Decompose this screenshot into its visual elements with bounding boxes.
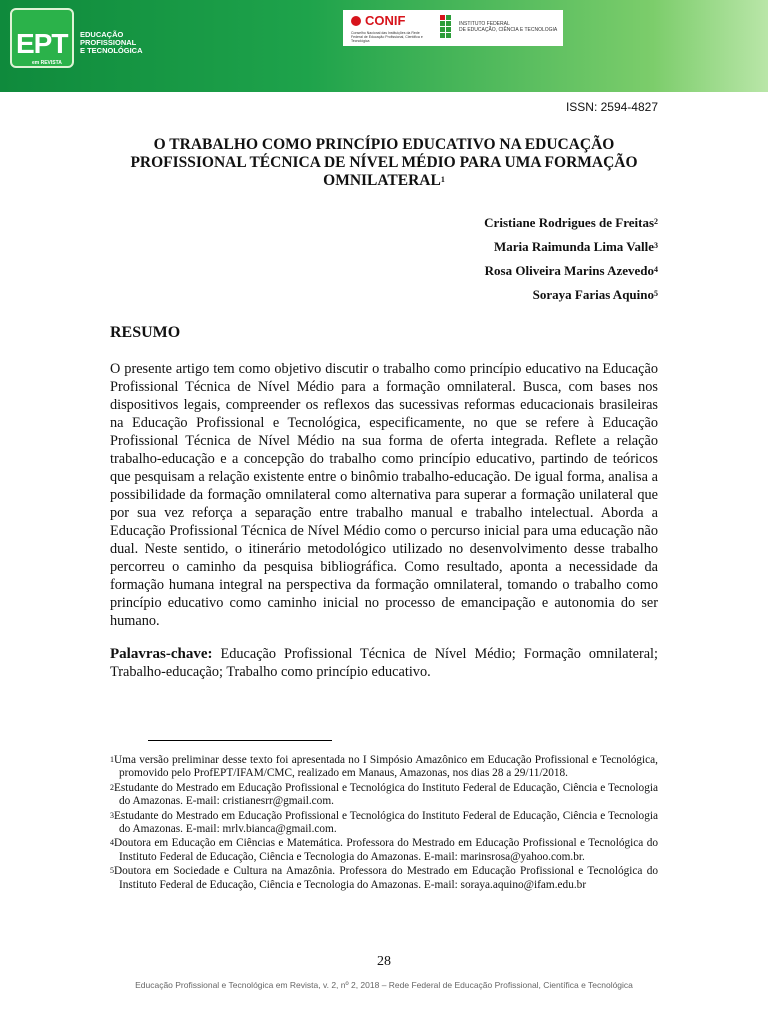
footnote-ref[interactable]: 4: [654, 265, 658, 274]
abstract-text: O presente artigo tem como objetivo discutir o trabalho como princípio educativo na Educação Profissional Técnica de Nível Médio para a formação omnilateral. Busca, com bases nos dispositivos legais, compreender os reflexos das sucessivas reformas educacionais brasileiras na Educação Profissional e Tecnológica, especificamente, no que se refere à Educação Profissional Técnica de Nível Médio na sua forma de oferta integrada. Reflete a relação trabalho-educação e a concepção do trabalho como princípio educativo, partindo de teóricos que pesquisam a relação existente entre o binômio trabalho-educação. De igual forma, analisa a possibilidade da formação omnilateral como alternativa para superar a formação unilateral que por sua vez reforça a separação entre trabalho manual e trabalho intelectual. Aborda a Educação Profissional Técnica de Nível Médio como o percurso inicial para uma educação não dual. Neste sentido, o itinerário metodológico utilizado no desenvolvimento desse trabalho percorreu o caminho da pesquisa bibliográfica. Como resultado, aponta a necessidade da formação humana integral na perspectiva da formação omnilateral, tomando o trabalho como princípio educativo como caminho inicial no processo de emancipação e autonomia do ser humano.: [110, 361, 658, 629]
ept-caption-line: PROFISSIONAL: [80, 38, 137, 47]
author-name: [484, 287, 658, 311]
if-name-line: DE EDUCAÇÃO, CIÊNCIA E TECNOLOGIA: [459, 27, 558, 33]
author-name-text: Cristiane Rodrigues de Freitas: [484, 215, 654, 230]
ept-caption-line: E TECNOLÓGICA: [80, 46, 143, 55]
footnote: [110, 810, 658, 837]
partner-logos: [343, 10, 563, 46]
running-footer: Educação Profissional e Tecnológica em Revista, v. 2, nº 2, 2018 – Rede Federal de Educação Profissional, Científica e Tecnológica: [135, 980, 633, 990]
keywords-text: Educação Profissional Técnica de Nível Médio; Formação omnilateral; Trabalho-educação; Trabalho como princípio educativo.: [110, 646, 658, 680]
conif-logo-icon: [351, 16, 361, 26]
footnote: [110, 837, 658, 864]
instituto-federal-logo-icon: [440, 15, 454, 39]
ept-logo: [10, 8, 74, 68]
footnote-text: Doutora em Educação em Ciências e Matemática. Professora do Mestrado em Educação Profissional e Tecnológica do Instituto Federal de Educação, Ciência e Tecnologia do Amazonas. E-mail: marinsrosa@yahoo.com.br.: [114, 837, 658, 863]
author-name-text: Soraya Farias Aquino: [532, 287, 654, 302]
author-name: [484, 263, 658, 287]
ept-caption-line: EDUCAÇÃO: [80, 30, 124, 39]
footnote-number: 5: [110, 866, 114, 876]
footnote-ref[interactable]: 2: [654, 217, 658, 226]
author-name-text: Rosa Oliveira Marins Azevedo: [484, 263, 654, 278]
author-list: [484, 215, 658, 311]
footnote-number: 3: [110, 810, 114, 820]
footnote-ref[interactable]: 1: [440, 175, 445, 184]
footnote-text: Estudante do Mestrado em Educação Profissional e Tecnológica do Instituto Federal de Educação, Ciência e Tecnologia do Amazonas. E-mail: mrlv.bianca@gmail.com.: [114, 809, 658, 836]
footnote: [110, 782, 658, 809]
author-name: [484, 239, 658, 263]
footnote-text: Doutora em Sociedade e Cultura na Amazônia. Professora do Mestrado em Educação Profissional e Tecnológica do Instituto Federal de Educação, Ciência e Tecnologia do Amazonas. E-mail: soraya.aquino@ifam.edu.br: [114, 865, 658, 891]
article-title: [110, 136, 658, 190]
footnote-number: 4: [110, 838, 114, 848]
keywords-label: Palavras-chave:: [110, 646, 213, 662]
footnote: [110, 865, 658, 892]
footnote-text: Estudante do Mestrado em Educação Profissional e Tecnológica do Instituto Federal de Educação, Ciência e Tecnologia do Amazonas. E-mail: cristianesrr@gmail.com.: [114, 781, 658, 808]
instituto-federal-logo-text: [459, 21, 557, 33]
article-title-text: O TRABALHO COMO PRINCÍPIO EDUCATIVO NA EDUCAÇÃO PROFISSIONAL TÉCNICA DE NÍVEL MÉDIO PARA UMA FORMAÇÃO OMNILATERAL: [130, 136, 638, 189]
ept-logo-caption: [80, 31, 150, 55]
footnote-ref[interactable]: 3: [654, 241, 658, 250]
keywords: [110, 645, 658, 681]
journal-header-banner: [0, 0, 768, 92]
footnote-ref[interactable]: 5: [654, 289, 658, 298]
issn-number: ISSN: 2594-4827: [565, 100, 658, 114]
author-name: [484, 215, 658, 239]
conif-logo-subtext: Conselho Nacional das Instituições da Rede Federal de Educação Profissional, Científica e Tecnológica: [351, 31, 423, 43]
abstract-heading: RESUMO: [110, 324, 181, 341]
if-name-line: INSTITUTO FEDERAL: [459, 21, 510, 27]
ept-logo-subtext: em REVISTA: [32, 60, 62, 66]
conif-logo-text: CONIF: [365, 13, 406, 28]
footnote-divider: [148, 740, 332, 741]
footnote-number: 2: [110, 782, 114, 792]
author-name-text: Maria Raimunda Lima Valle: [494, 239, 654, 254]
footnote-number: 1: [110, 755, 114, 764]
footnote-text: Uma versão preliminar desse texto foi apresentada no I Simpósio Amazônico em Educação Profissional e Tecnológica, promovido pelo ProfEPT/IFAM/CMC, realizado em Manaus, Amazonas, nos dias 28 a 29/11/2018.: [114, 754, 658, 780]
footnote: [110, 754, 658, 781]
footnotes: [110, 754, 658, 893]
page-number: 28: [377, 954, 391, 969]
ept-logo-text: EPT: [16, 28, 68, 59]
